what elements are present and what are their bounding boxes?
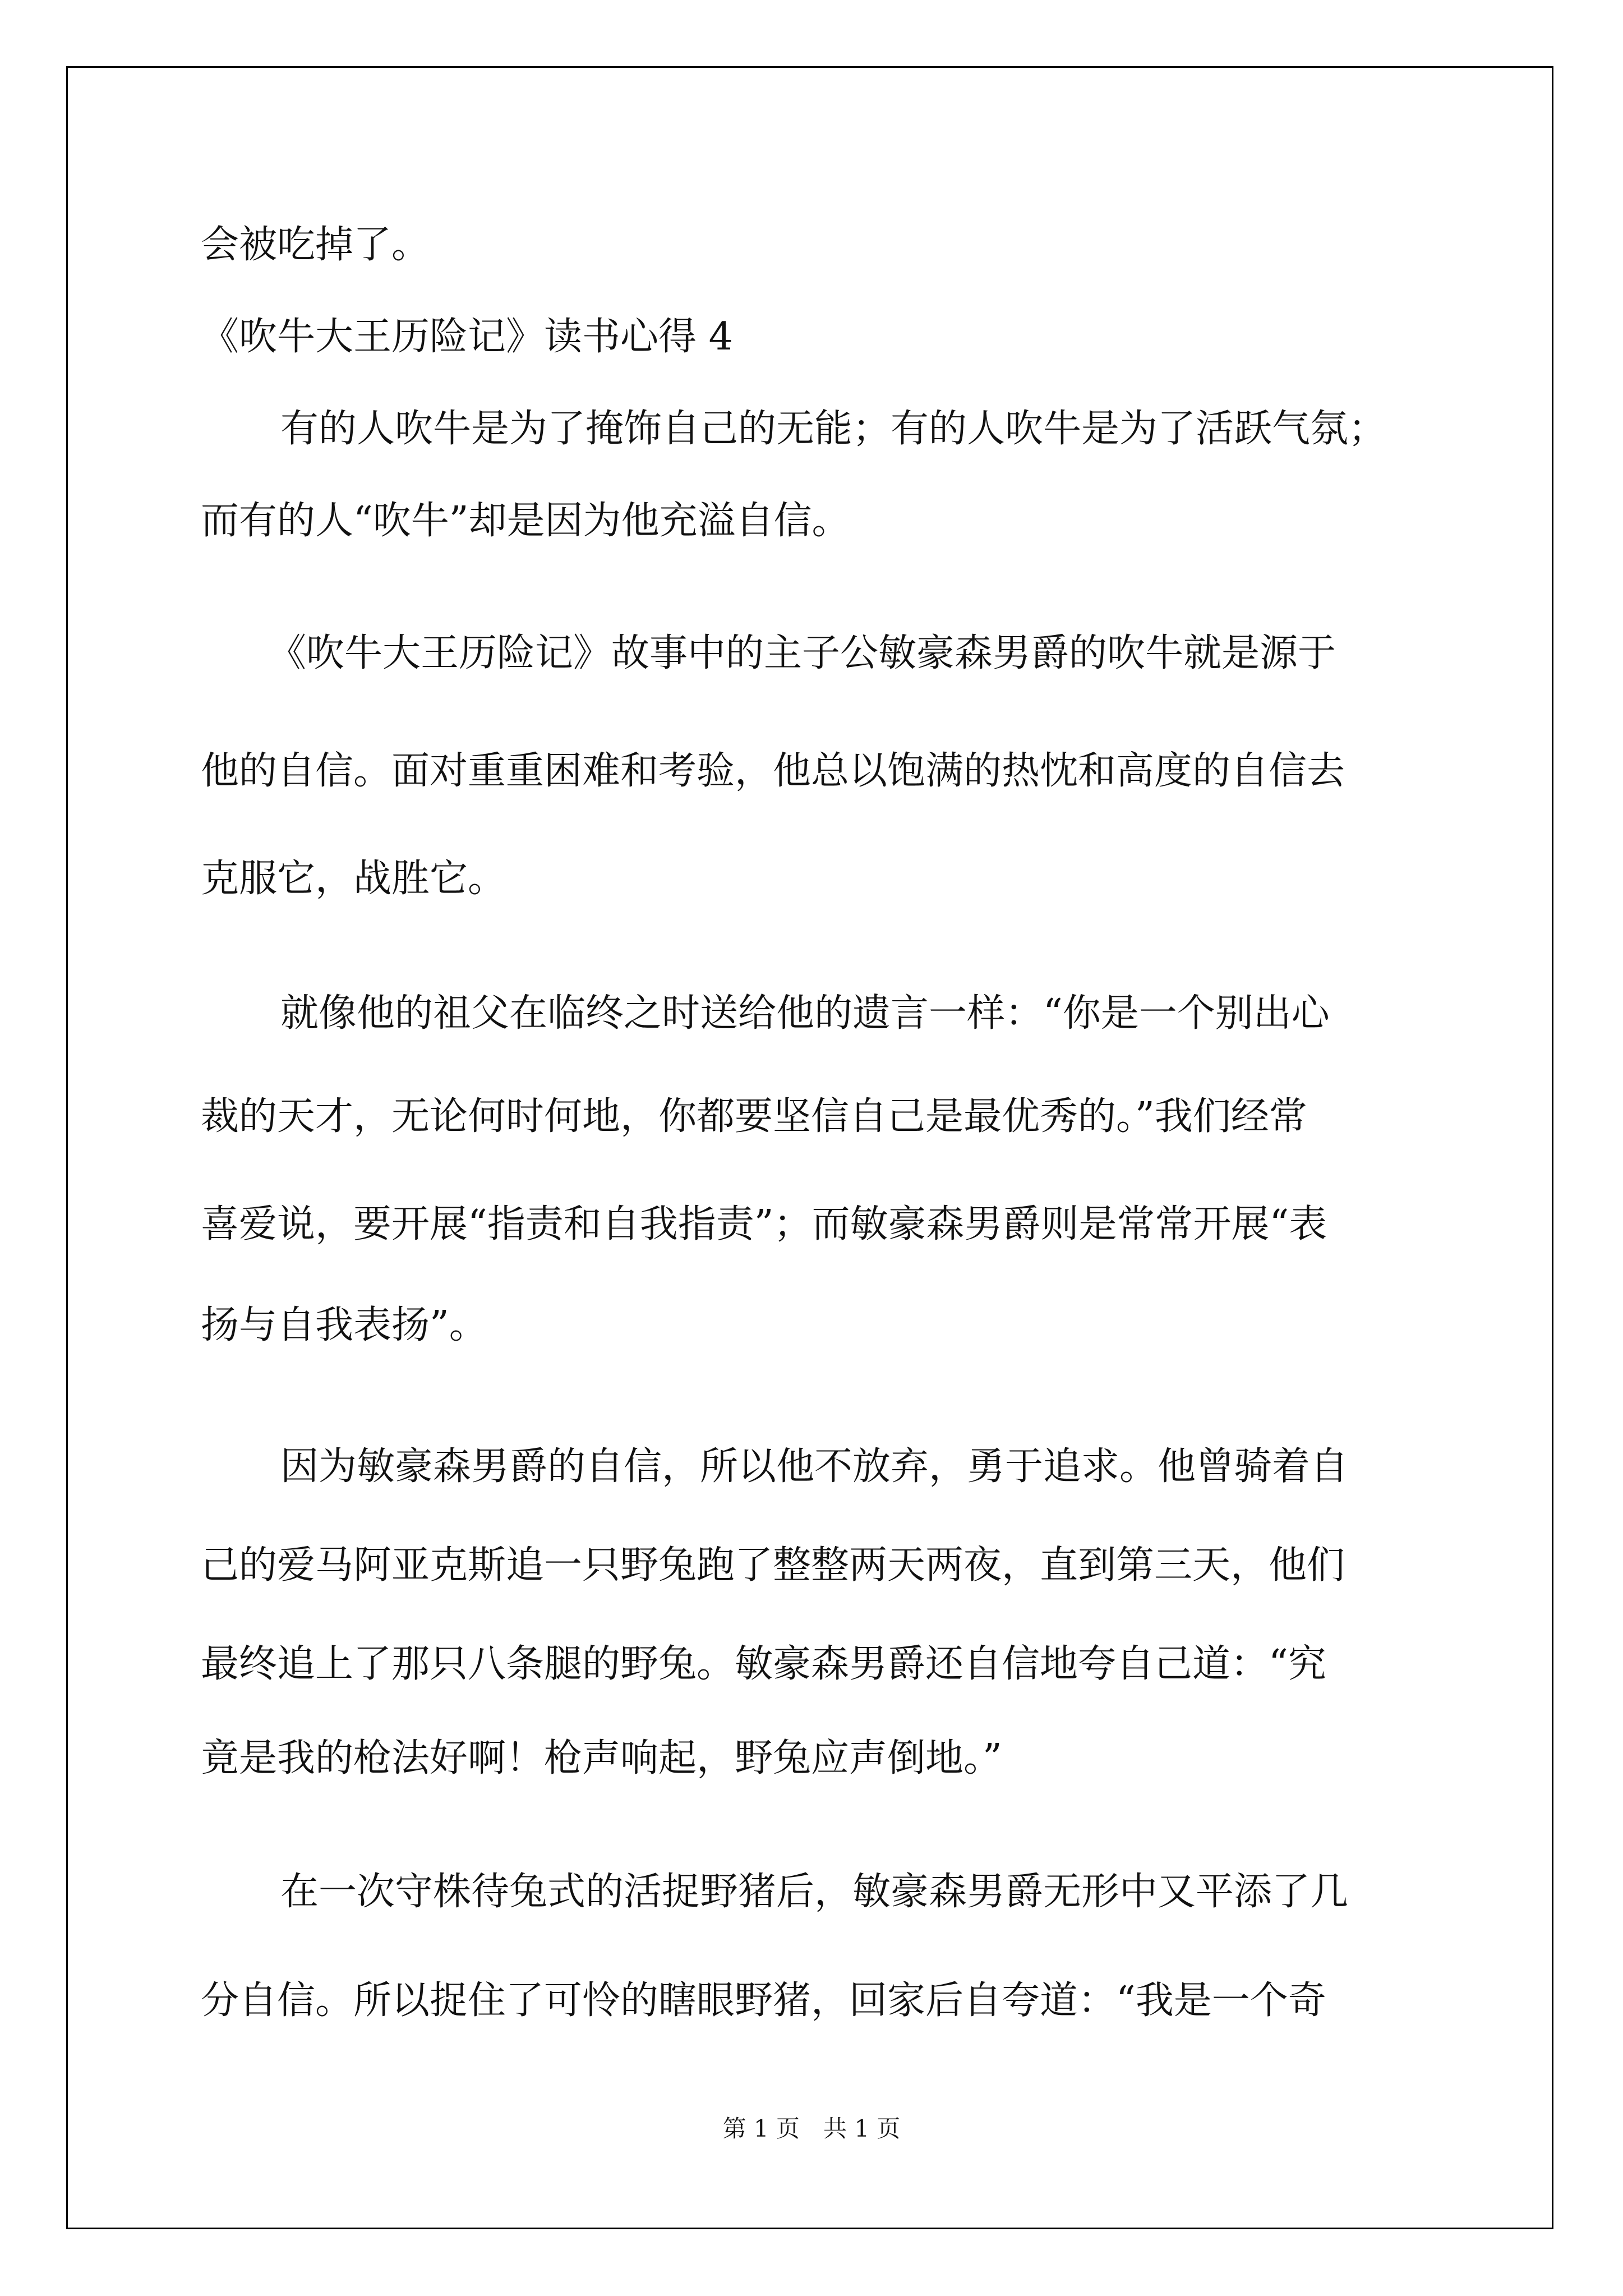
section-heading: 《吹牛大王历险记》读书心得 4 (201, 315, 733, 359)
paragraph-line: 克服它，战胜它。 (201, 857, 506, 901)
page-footer: 第 1 页 共 1 页 (722, 2115, 901, 2142)
paragraph-line: 他的自信。面对重重困难和考验，他总以饱满的热忱和高度的自信去 (201, 749, 1345, 793)
paragraph-line: 而有的人“吹牛”却是因为他充溢自信。 (201, 499, 850, 543)
paragraph-line: 因为敏豪森男爵的自信，所以他不放弃，勇于追求。他曾骑着自 (280, 1444, 1349, 1489)
paragraph-line: 有的人吹牛是为了掩饰自己的无能；有的人吹牛是为了活跃气氛； (280, 407, 1387, 451)
paragraph-line: 喜爱说，要开展“指责和自我指责”；而敏豪森男爵则是常常开展“表 (201, 1202, 1327, 1246)
paragraph-line: 最终追上了那只八条腿的野兔。敏豪森男爵还自信地夸自己道：“究 (201, 1642, 1326, 1686)
paragraph-line: 竟是我的枪法好啊！枪声响起，野兔应声倒地。” (201, 1736, 1002, 1780)
paragraph-line: 分自信。所以捉住了可怜的瞎眼野猪，回家后自夸道：“我是一个奇 (201, 1978, 1326, 2023)
paragraph-line: 己的爱马阿亚克斯追一只野兔跑了整整两天两夜，直到第三天，他们 (201, 1543, 1345, 1588)
text-line: 会被吃掉了。 (201, 223, 430, 267)
paragraph-line: 在一次守株待兔式的活捉野猪后，敏豪森男爵无形中又平添了几 (280, 1870, 1349, 1914)
paragraph-line: 就像他的祖父在临终之时送给他的遗言一样：“你是一个别出心 (280, 991, 1330, 1036)
paragraph-line: 扬与自我表扬”。 (201, 1303, 487, 1347)
paragraph-line: 裁的天才，无论何时何地，你都要坚信自己是最优秀的。”我们经常 (201, 1094, 1307, 1139)
paragraph-line: 《吹牛大王历险记》故事中的主子公敏豪森男爵的吹牛就是源于 (268, 631, 1336, 675)
